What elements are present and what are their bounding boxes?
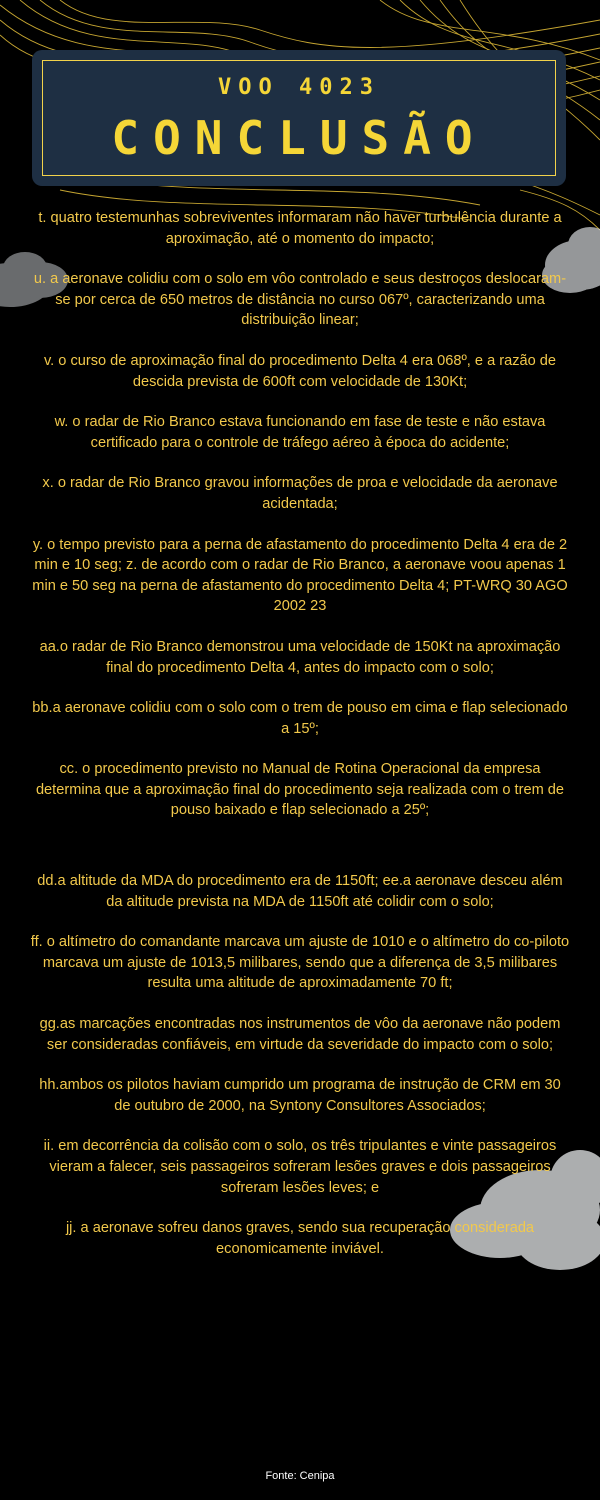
conclusion-item-x: x. o radar de Rio Branco gravou informações de proa e velocidade da aeronave acidentada; — [42, 475, 558, 512]
conclusion-item-cc: cc. o procedimento previsto no Manual de Rotina Operacional da empresa determina que a aproximação final do procedimento seja realizada com o trem de pouso baixado e flap selecionado a 25º; — [35, 761, 565, 819]
source-footer: Fonte: Cenipa — [265, 1470, 335, 1482]
conclusion-item-v: v. o curso de aproximação final do procedimento Delta 4 era 068º, e a razão de descida prevista de 600ft com velocidade de 130Kt; — [43, 352, 557, 390]
conclusion-item-y-z: y. o tempo previsto para a perna de afastamento do procedimento Delta 4 era de 2 min e 10 seg; z. de acordo com o radar de Rio Branco, a aeronave voou apenas 1 min e 50 seg na perna de afastamento do procedimento Delta 4; PT-WRQ 30 AGO 2002 23 — [32, 536, 568, 615]
conclusion-item-ii: ii. em decorrência da colisão com o solo, os três tripulantes e vinte passageiros vieram a falecer, seis passageiros sofreram lesões graves e dois passageiros sofreram lesões leves; e — [43, 1138, 557, 1196]
conclusion-item-jj: jj. a aeronave sofreu danos graves, sendo sua recuperação considerada economicamente inviável. — [65, 1220, 535, 1257]
flight-number: VOO 4023 — [218, 75, 380, 100]
conclusion-item-t: t. quatro testemunhas sobreviventes informaram não haver turbulência durante a aproximação, até o momento do impacto; — [38, 210, 562, 247]
conclusion-item-dd-ee: dd.a altitude da MDA do procedimento era de 1150ft; ee.a aeronave desceu além da altitude prevista na MDA de 1150ft até colidir com o solo; — [37, 873, 563, 910]
conclusion-item-bb: bb.a aeronave colidiu com o solo com o trem de pouso em cima e flap selecionado a 15º; — [32, 700, 568, 737]
header-panel — [32, 50, 566, 186]
conclusion-list — [30, 208, 570, 1279]
conclusion-item-gg: gg.as marcações encontradas nos instrumentos de vôo da aeronave não podem ser consideradas confiáveis, em virtude da severidade do impacto com o solo; — [39, 1016, 561, 1053]
conclusion-item-aa: aa.o radar de Rio Branco demonstrou uma velocidade de 150Kt na aproximação final do procedimento Delta 4, antes do impacto com o solo; — [39, 638, 561, 676]
conclusion-item-hh: hh.ambos os pilotos haviam cumprido um programa de instrução de CRM em 30 de outubro de 2000, na Syntony Consultores Associados; — [39, 1077, 561, 1114]
header-frame — [42, 60, 556, 176]
page-title: CONCLUSÃO — [111, 111, 487, 165]
conclusion-item-u: u. a aeronave colidiu com o solo em vôo controlado e seus destroços deslocaram-se por cerca de 650 metros de distância no curso 067º, caracterizando uma distribuição linear; — [33, 271, 567, 329]
conclusion-item-w: w. o radar de Rio Branco estava funcionando em fase de teste e não estava certificado para o controle de tráfego aéreo à época do acidente; — [54, 414, 546, 451]
conclusion-item-ff: ff. o altímetro do comandante marcava um ajuste de 1010 e o altímetro do co-piloto marcava um ajuste de 1013,5 milibares, sendo que a diferença de 3,5 milibares resulta uma altitude de aproximadamente 70 ft; — [30, 934, 570, 992]
